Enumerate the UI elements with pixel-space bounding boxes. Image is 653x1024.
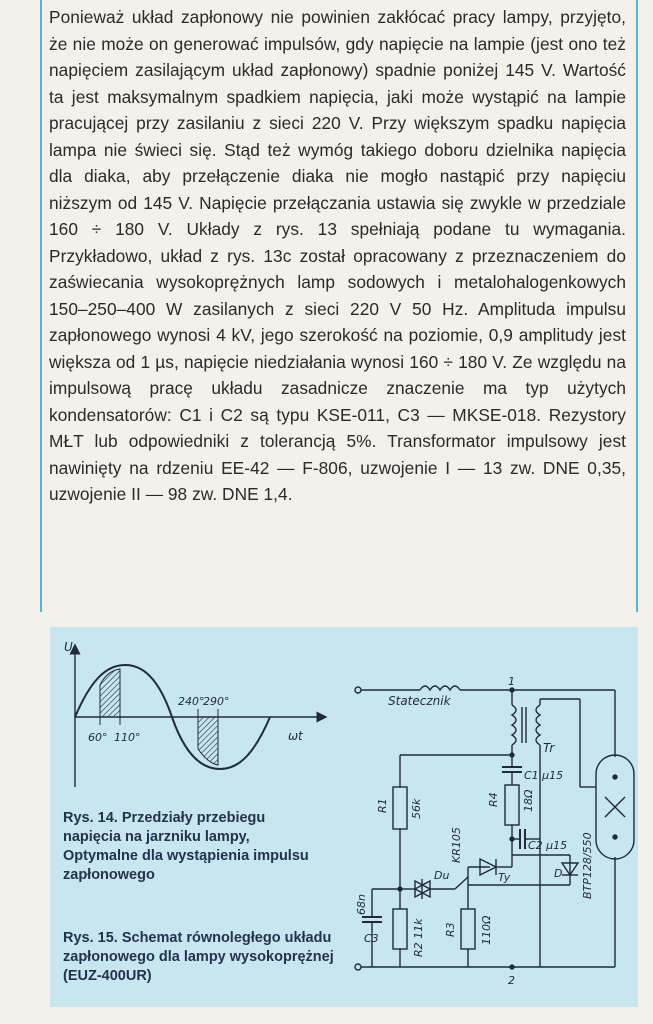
- kr105-label: KR105: [450, 827, 463, 863]
- thyristor-label: Ty: [498, 871, 511, 884]
- axis-y-label: U: [64, 640, 73, 654]
- c3-value: 68n: [355, 894, 368, 915]
- r3-value: 110Ω: [480, 915, 493, 945]
- terminal-bottom-left: [355, 964, 361, 970]
- figure-15-caption: Rys. 15. Schemat równoległego układu zapłonowego dla lampy wysokoprężnej (EUZ-400UR): [63, 930, 334, 984]
- article-body: [49, 4, 626, 508]
- figure-panel: [50, 627, 638, 1007]
- figure-14-waveform: [75, 649, 322, 787]
- r4-label: R4: [487, 792, 500, 807]
- angle-110-label: 110°: [114, 731, 141, 744]
- resistor-r3: [461, 909, 475, 949]
- r3-label: R3: [444, 922, 457, 937]
- r2-label: R2 11k: [412, 918, 425, 957]
- angle-290-label: 290°: [203, 695, 230, 708]
- terminal-top-left: [355, 687, 361, 693]
- figure-14-caption: Rys. 14. Przedziały przebiegu napięcia na jarzniku lampy, Optymalne dla wystąpienia impulsu zapłonowego: [63, 810, 309, 883]
- c3-label: C3: [364, 932, 379, 945]
- r1-label: R1: [376, 798, 389, 813]
- article-paragraph: Ponieważ układ zapłonowy nie powinien zakłócać pracy lampy, przyjęto, że nie może on generować impulsów, gdy napięcie na lampie (jest ono też napięciem zasilającym układ zapłonowy) spadnie poniżej 145 V. Wartość ta jest maksymalnym spadkiem napięcia, jaki może wystąpić na lampie pracującej przy zasilaniu z sieci 220 V. Przy większym spadku napięcia lampa nie świeci się. Stąd też wymóg takiego doboru dzielnika napięcia dla diaka, aby przełączenie diaka nie mogło nastąpić przy napięciu niższym od 145 V. Napięcie przełączania ustawia się zwykle w przedziale 160 ÷ 180 V. Układy z rys. 13 spełniają podane tu wymagania. Przykładowo, układ z rys. 13c został opracowany z przeznaczeniem do zaświecania wysokoprężnych lamp sodowych i metalohalogenkowych 150–250–400 W zasilanych z sieci 220 V 50 Hz. Amplituda impulsu zapłonowego wynosi 4 kV, jego szerokość na poziomie, 0,9 amplitudy jest większa od 1 µs, napięcie niedziałania wynosi 160 ÷ 180 V. Ze względu na impulsową pracę układu zasadnicze znaczenie ma typ użytych kondensatorów: C1 i C2 są typu KSE-011, C3 — MKSE-018. Rezystory MŁT lub odpowiedniki z tolerancją 5%. Transformator impulsowy jest nawinięty na rdzeniu EE-42 — F-806, uzwojenie I — 13 zw. DNE 0,35, uzwojenie II — 98 zw. DNE 1,4.: [49, 7, 626, 504]
- hatch-region-positive: [100, 669, 120, 717]
- angle-240-label: 240°: [178, 695, 205, 708]
- r4-value: 18Ω: [522, 789, 535, 812]
- c2-label: C2 µ15: [528, 839, 568, 852]
- right-margin-rule: [636, 0, 638, 612]
- c1-label: C1 µ15: [524, 769, 564, 782]
- transformer-secondary: [536, 705, 540, 745]
- resistor-r2: [393, 909, 407, 949]
- r1-value: 56k: [410, 798, 423, 819]
- left-margin-rule: [40, 0, 42, 612]
- ballast-inductor: [420, 686, 460, 690]
- transformer-primary: [512, 705, 516, 745]
- resistor-r1: [393, 787, 407, 829]
- diode-label: D: [554, 867, 563, 880]
- btp-label: BTP128/550: [581, 832, 594, 899]
- transformer-label: Tr: [543, 741, 555, 755]
- diac-label: Du: [434, 869, 450, 882]
- angle-60-label: 60°: [88, 731, 108, 744]
- axis-x-label: ωt: [288, 729, 303, 743]
- hatch-region-negative: [198, 717, 218, 765]
- statecznik-label: Statecznik: [388, 694, 451, 708]
- figure-15-circuit: [355, 686, 634, 970]
- resistor-r4: [505, 785, 519, 825]
- node-2-label: 2: [508, 974, 515, 987]
- node-1-label: 1: [508, 675, 515, 688]
